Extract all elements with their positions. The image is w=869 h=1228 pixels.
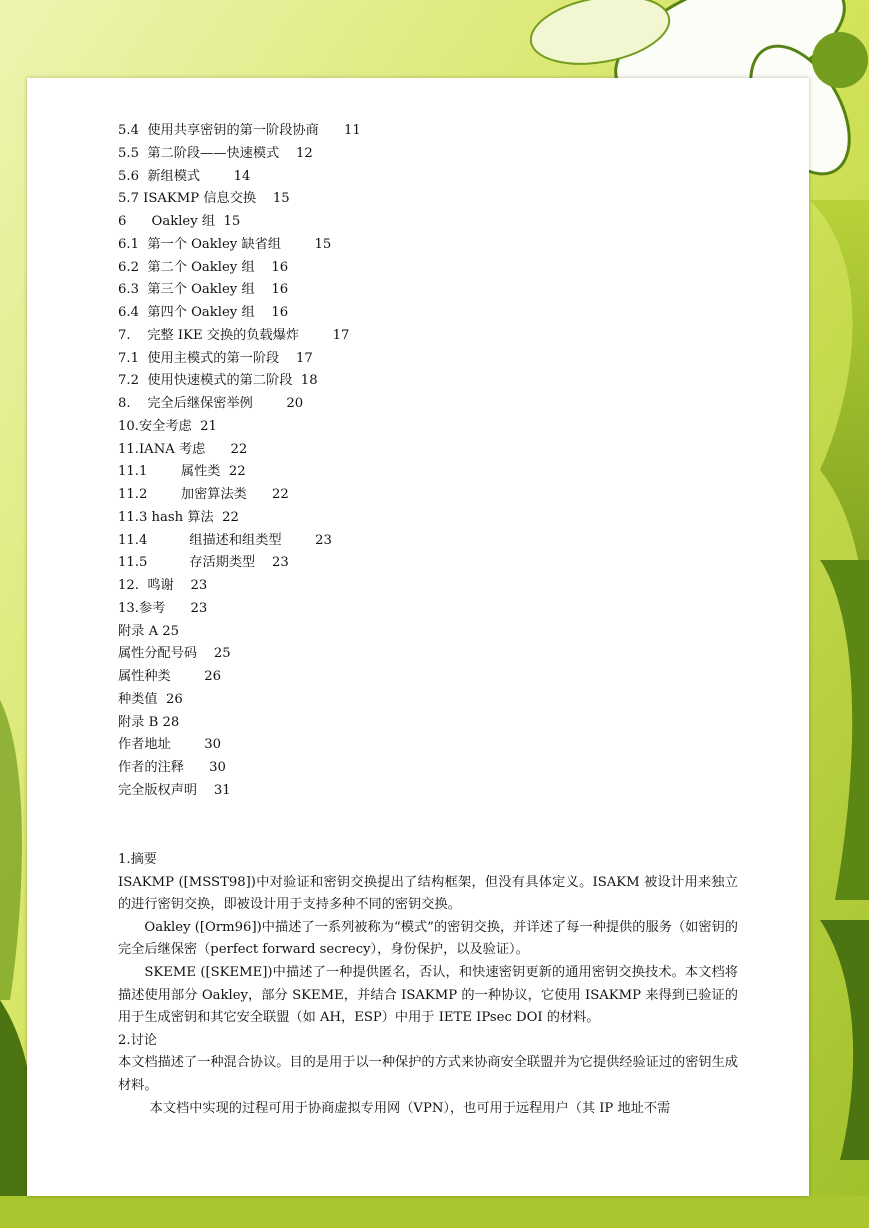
paragraph: ISAKMP ([MSST98])中对验证和密钥交换提出了结构框架，但没有具体定义。ISAKM 被设计用来独立的进行密钥交换，即被设计用于支持多种不同的密钥交换。 bbox=[118, 874, 738, 913]
toc-line: 7.1 使用主模式的第一阶段 17 bbox=[118, 350, 313, 366]
toc-line: 6.4 第四个 Oakley 组 16 bbox=[118, 305, 289, 320]
document-body bbox=[118, 849, 738, 1120]
toc-line: 11.2 加密算法类 22 bbox=[118, 487, 289, 502]
toc-line: 11.3 hash 算法 22 bbox=[118, 509, 239, 525]
toc-line: 5.7 ISAKMP 信息交换 15 bbox=[118, 191, 290, 207]
toc-line: 作者的注释 30 bbox=[118, 760, 226, 775]
paragraph: Oakley ([Orm96])中描述了一系列被称为“模式”的密钥交换，并详述了每一种提供的服务（如密钥的完全后继保密（perfect forward secrecy），身份保护，以及验证）。 bbox=[118, 919, 738, 958]
paragraph: SKEME ([SKEME])中描述了一种提供匿名，否认，和快速密钥更新的通用密钥交换技术。本文档将描述使用部分 Oakley，部分 SKEME，并结合 ISAKMP 的一种协议，它使用 ISAKMP 来得到已验证的用于生成密钥和其它安全联盟（如 AH，ESP）中用于 IETE IPsec DOI 的材料。 bbox=[118, 964, 738, 1026]
toc-line: 5.5 第二阶段——快速模式 12 bbox=[118, 145, 313, 161]
toc-line: 8. 完全后继保密举例 20 bbox=[118, 396, 304, 411]
toc-line: 种类值 26 bbox=[118, 691, 183, 707]
toc-line: 7. 完整 IKE 交换的负载爆炸 17 bbox=[118, 327, 350, 343]
toc-line: 13.参考 23 bbox=[118, 600, 208, 616]
toc-line: 完全版权声明 31 bbox=[118, 782, 231, 798]
toc-line: 12. 鸣谢 23 bbox=[118, 578, 208, 593]
toc-line: 5.6 新组模式 14 bbox=[118, 168, 251, 184]
toc-line: 11.IANA 考虑 22 bbox=[118, 441, 248, 457]
toc-line: 6.3 第三个 Oakley 组 16 bbox=[118, 282, 289, 298]
toc-line: 6.1 第一个 Oakley 缺省组 15 bbox=[118, 236, 332, 252]
section-heading-abstract: 1.摘要 bbox=[118, 852, 157, 867]
paragraph: 本文档描述了一种混合协议。目的是用于以一种保护的方式来协商安全联盟并为它提供经验证过的密钥生成材料。 bbox=[118, 1055, 738, 1093]
section-heading-discussion: 2.讨论 bbox=[118, 1032, 157, 1048]
toc-line: 附录 B 28 bbox=[118, 714, 180, 730]
table-of-contents bbox=[118, 120, 538, 803]
toc-line: 6 Oakley 组 15 bbox=[118, 214, 241, 229]
toc-line: 11.1 属性类 22 bbox=[118, 464, 246, 480]
toc-line: 7.2 使用快速模式的第二阶段 18 bbox=[118, 373, 318, 389]
paragraph: 本文档中实现的过程可用于协商虚拟专用网（VPN），也可用于远程用户（其 IP 地址不需 bbox=[149, 1100, 671, 1116]
toc-line: 作者地址 30 bbox=[118, 737, 222, 753]
toc-line: 附录 A 25 bbox=[118, 623, 180, 639]
toc-line: 10.安全考虑 21 bbox=[118, 418, 217, 434]
toc-line: 5.4 使用共享密钥的第一阶段协商 11 bbox=[118, 123, 361, 138]
toc-line: 11.4 组描述和组类型 23 bbox=[118, 532, 332, 548]
toc-line: 6.2 第二个 Oakley 组 16 bbox=[118, 259, 289, 275]
toc-line: 11.5 存活期类型 23 bbox=[118, 555, 289, 571]
toc-line: 属性分配号码 25 bbox=[118, 646, 231, 662]
toc-line: 属性种类 26 bbox=[118, 669, 222, 684]
